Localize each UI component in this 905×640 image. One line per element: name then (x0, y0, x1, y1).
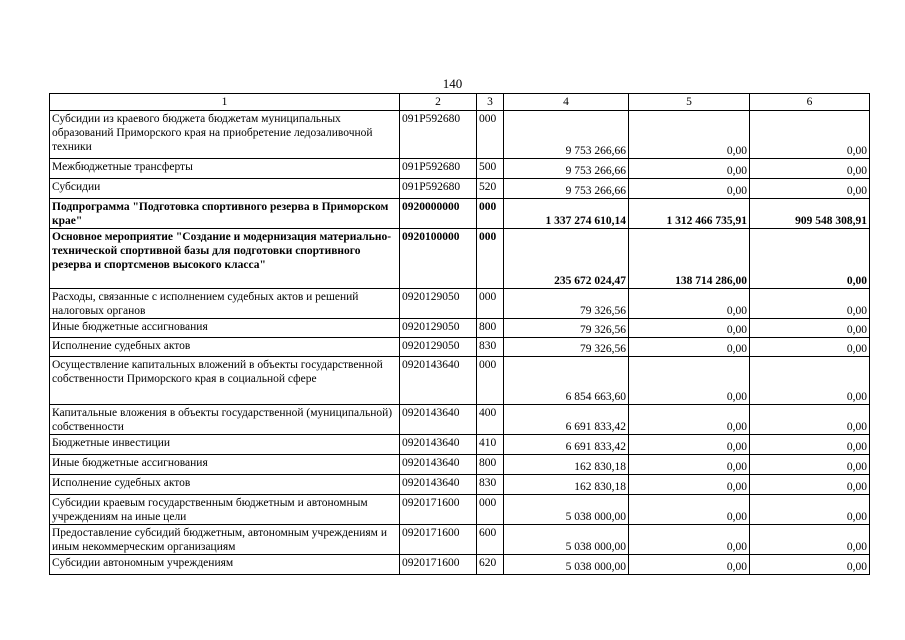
row-value-col5: 0,00 (629, 495, 750, 525)
row-value-col4: 5 038 000,00 (504, 555, 629, 575)
header-row (50, 94, 870, 111)
row-value-col4: 5 038 000,00 (504, 495, 629, 525)
row-name: Исполнение судебных актов (50, 338, 400, 357)
row-value-col6: 0,00 (750, 555, 870, 575)
row-value-col6: 0,00 (750, 405, 870, 435)
row-name: Основное мероприятие "Создание и модернизация материально-технической спортивной базы для подготовки спортивного резерва и спортсменов высокого класса" (50, 229, 400, 289)
row-value-col6: 0,00 (750, 179, 870, 199)
row-value-col4: 162 830,18 (504, 475, 629, 495)
row-value-col6: 0,00 (750, 525, 870, 555)
row-value-col6: 0,00 (750, 111, 870, 159)
row-name: Субсидии краевым государственным бюджетным и автономным учреждениям на иные цели (50, 495, 400, 525)
row-expense-type: 000 (477, 495, 504, 525)
row-value-col4: 162 830,18 (504, 455, 629, 475)
table-row (50, 229, 870, 289)
row-value-col4: 6 854 663,60 (504, 357, 629, 405)
row-value-col5: 0,00 (629, 475, 750, 495)
row-code: 0920143640 (400, 405, 477, 435)
budget-table (49, 93, 870, 575)
table-row (50, 455, 870, 475)
column-header: 2 (400, 94, 477, 111)
row-expense-type: 400 (477, 405, 504, 435)
table-row (50, 319, 870, 338)
row-name: Подпрограмма "Подготовка спортивного резерва в Приморском крае" (50, 199, 400, 229)
row-value-col5: 0,00 (629, 289, 750, 319)
row-value-col6: 0,00 (750, 159, 870, 179)
row-value-col6: 0,00 (750, 435, 870, 455)
table-row (50, 199, 870, 229)
row-value-col4: 9 753 266,66 (504, 111, 629, 159)
row-expense-type: 830 (477, 338, 504, 357)
row-code: 0920171600 (400, 495, 477, 525)
row-value-col6: 0,00 (750, 475, 870, 495)
row-value-col5: 0,00 (629, 435, 750, 455)
row-expense-type: 620 (477, 555, 504, 575)
row-name: Расходы, связанные с исполнением судебных актов и решений налоговых органов (50, 289, 400, 319)
page-number: 140 (442, 76, 463, 91)
row-value-col5: 0,00 (629, 357, 750, 405)
table-row (50, 179, 870, 199)
row-expense-type: 500 (477, 159, 504, 179)
column-header: 5 (629, 94, 750, 111)
table-row (50, 495, 870, 525)
row-name: Иные бюджетные ассигнования (50, 319, 400, 338)
row-expense-type: 000 (477, 289, 504, 319)
table-row (50, 111, 870, 159)
table-row (50, 338, 870, 357)
row-name: Субсидии (50, 179, 400, 199)
table-row (50, 289, 870, 319)
row-value-col5: 138 714 286,00 (629, 229, 750, 289)
row-code: 0920129050 (400, 289, 477, 319)
row-expense-type: 000 (477, 229, 504, 289)
row-value-col4: 79 326,56 (504, 319, 629, 338)
row-code: 091P592680 (400, 111, 477, 159)
row-value-col5: 0,00 (629, 159, 750, 179)
row-name: Субсидии из краевого бюджета бюджетам муниципальных образований Приморского края на приобретение ледозаливочной техники (50, 111, 400, 159)
row-value-col6: 0,00 (750, 319, 870, 338)
row-value-col4: 1 337 274 610,14 (504, 199, 629, 229)
row-code: 091P592680 (400, 179, 477, 199)
row-name: Иные бюджетные ассигнования (50, 455, 400, 475)
column-header: 3 (477, 94, 504, 111)
table-row (50, 405, 870, 435)
row-value-col5: 0,00 (629, 405, 750, 435)
row-name: Бюджетные инвестиции (50, 435, 400, 455)
row-value-col5: 0,00 (629, 179, 750, 199)
row-value-col4: 235 672 024,47 (504, 229, 629, 289)
row-value-col4: 79 326,56 (504, 289, 629, 319)
row-value-col5: 0,00 (629, 525, 750, 555)
row-expense-type: 520 (477, 179, 504, 199)
row-name: Капитальные вложения в объекты государственной (муниципальной) собственности (50, 405, 400, 435)
row-name: Межбюджетные трансферты (50, 159, 400, 179)
table-row (50, 435, 870, 455)
column-header: 4 (504, 94, 629, 111)
row-expense-type: 000 (477, 199, 504, 229)
row-expense-type: 830 (477, 475, 504, 495)
table-row (50, 555, 870, 575)
row-code: 0920100000 (400, 229, 477, 289)
row-value-col5: 0,00 (629, 555, 750, 575)
row-value-col5: 0,00 (629, 455, 750, 475)
row-code: 0920129050 (400, 319, 477, 338)
row-value-col4: 6 691 833,42 (504, 405, 629, 435)
row-value-col6: 0,00 (750, 455, 870, 475)
row-expense-type: 000 (477, 111, 504, 159)
row-value-col5: 1 312 466 735,91 (629, 199, 750, 229)
row-name: Осуществление капитальных вложений в объекты государственной собственности Приморского края в социальной сфере (50, 357, 400, 405)
table-row (50, 475, 870, 495)
row-value-col4: 5 038 000,00 (504, 525, 629, 555)
table-row (50, 357, 870, 405)
row-expense-type: 800 (477, 455, 504, 475)
row-code: 0920000000 (400, 199, 477, 229)
row-code: 0920143640 (400, 357, 477, 405)
row-code: 0920171600 (400, 555, 477, 575)
row-code: 091P592680 (400, 159, 477, 179)
row-expense-type: 800 (477, 319, 504, 338)
row-code: 0920143640 (400, 475, 477, 495)
row-value-col6: 0,00 (750, 495, 870, 525)
row-value-col4: 6 691 833,42 (504, 435, 629, 455)
row-code: 0920129050 (400, 338, 477, 357)
row-value-col4: 79 326,56 (504, 338, 629, 357)
row-expense-type: 000 (477, 357, 504, 405)
row-code: 0920171600 (400, 525, 477, 555)
row-expense-type: 410 (477, 435, 504, 455)
row-code: 0920143640 (400, 455, 477, 475)
table-row (50, 525, 870, 555)
row-value-col6: 0,00 (750, 289, 870, 319)
row-value-col6: 0,00 (750, 229, 870, 289)
row-expense-type: 600 (477, 525, 504, 555)
row-name: Исполнение судебных актов (50, 475, 400, 495)
row-name: Предоставление субсидий бюджетным, автономным учреждениям и иным некоммерческим организациям (50, 525, 400, 555)
column-header: 1 (50, 94, 400, 111)
column-header: 6 (750, 94, 870, 111)
row-name: Субсидии автономным учреждениям (50, 555, 400, 575)
row-value-col5: 0,00 (629, 111, 750, 159)
row-value-col6: 909 548 308,91 (750, 199, 870, 229)
row-value-col4: 9 753 266,66 (504, 159, 629, 179)
row-value-col6: 0,00 (750, 338, 870, 357)
table-row (50, 159, 870, 179)
row-value-col6: 0,00 (750, 357, 870, 405)
row-value-col5: 0,00 (629, 338, 750, 357)
row-value-col4: 9 753 266,66 (504, 179, 629, 199)
row-value-col5: 0,00 (629, 319, 750, 338)
row-code: 0920143640 (400, 435, 477, 455)
